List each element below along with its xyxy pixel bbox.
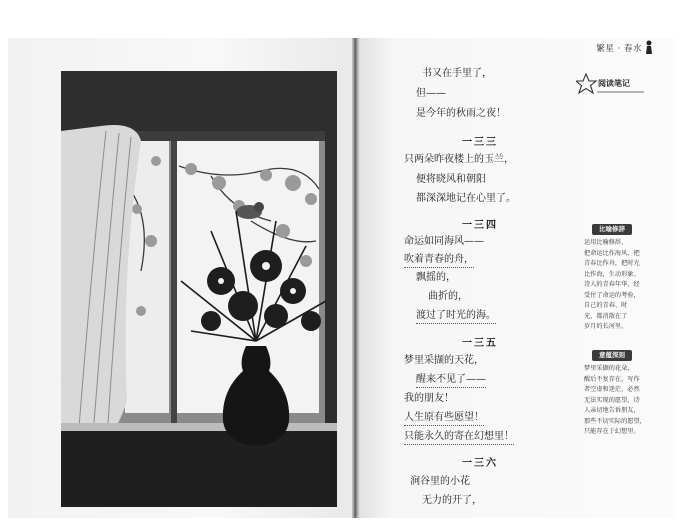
poem-line: 命运如同海风—— <box>404 236 484 247</box>
book-gutter <box>352 38 360 518</box>
section-number: 一三五 <box>462 338 498 349</box>
right-page <box>360 38 676 518</box>
section-number: 一三六 <box>462 458 498 469</box>
reading-notes-label: 阅读笔记 <box>598 78 630 88</box>
poem-line: 但—— <box>416 88 446 99</box>
poem-line: 我的朋友！ <box>404 393 454 404</box>
poem-line: 梦里采撷的天花， <box>404 355 484 366</box>
poem-line: 都深深地记在心里了。 <box>416 193 516 204</box>
note-tag: 比喻修辞 <box>592 224 632 235</box>
poem-line: 是今年的秋雨之夜！ <box>416 108 506 119</box>
poem-line: 醒来不见了—— <box>416 374 486 388</box>
poem-line: 人生原有些愿望！ <box>404 412 484 426</box>
poem-line: 涧谷里的小花 <box>410 476 470 487</box>
left-page <box>8 38 354 518</box>
note-tag: 意蕴深刻 <box>592 350 632 361</box>
book-spread <box>8 38 676 518</box>
running-header-title: 繁星 · 春水 <box>596 44 642 54</box>
poem-line: 渡过了时光的海。 <box>416 310 496 324</box>
poem-line: 只两朵昨夜楼上的玉兰， <box>404 154 514 165</box>
section-number: 一三四 <box>462 220 498 231</box>
poem-line: 曲折的， <box>428 291 468 302</box>
poem-line: 只能永久的寄在幻想里！ <box>404 431 514 445</box>
note-text: 梦里采撷的花朵， 醒后不复存在，写作 者空虚和迷茫，必然 无法实现的愿望，诗 人亲切地告诉朋友， 那些不切实际的愿望， 只能存在于幻想里。 <box>584 365 646 435</box>
poem-line: 便将晓风和朝阳 <box>416 174 486 185</box>
poem-line: 吹着青春的舟， <box>404 254 474 268</box>
section-number: 一三三 <box>462 137 498 148</box>
poem-line: 书又在手里了， <box>422 68 492 79</box>
window-vase-illustration <box>61 71 337 507</box>
note-text: 运用比喻修辞， 把命运比作海风，把 青春比作舟，把时光 比作海，生动形象。 诗人的青春年华，经 受住了命运的考验， 自己的青春、时 光，都消散在了 岁月的长河里。 <box>584 239 640 330</box>
figure-icon <box>644 40 654 54</box>
poem-line: 无力的开了， <box>422 495 482 506</box>
poem-line: 飘摇的， <box>416 272 456 283</box>
